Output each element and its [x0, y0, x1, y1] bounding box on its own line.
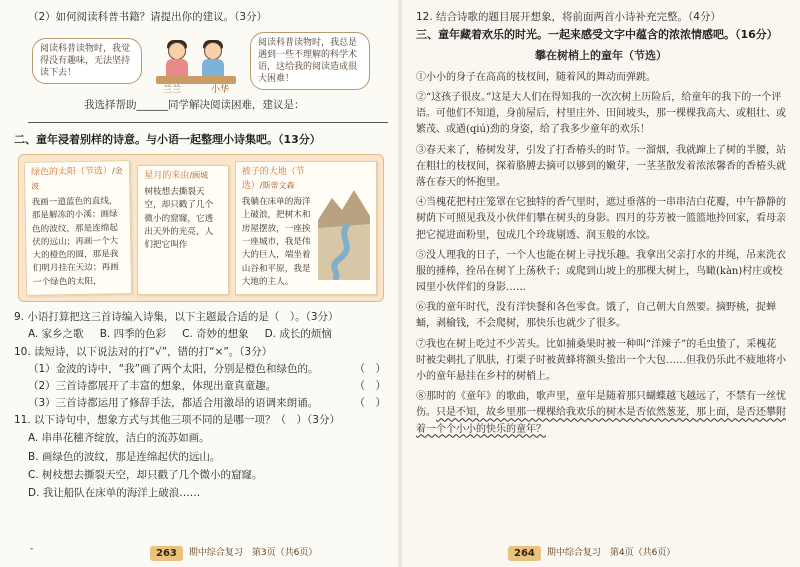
- paragraph-6: ⑥我的童年时代，没有洋快餐和各色零食。饿了，自己朝大自然要。摘野桃，捉蝉蛹，剥榆钱，不会爬树，那快乐也就少了很多。: [416, 302, 776, 330]
- poem-b-text: 树枝想去撕裂天空，却只戳了几个微小的窟窿，它透出天外的光亮，人们把它叫作: [144, 187, 214, 251]
- kid-names: [148, 84, 244, 96]
- q10-item-1-answer[interactable]: （ ）: [354, 362, 386, 375]
- poem-card-quilt-land: [235, 161, 377, 295]
- paragraph-8-underlined: 只是不知，故乡里那一棵棵给我欢乐的树木是否依然葱茏，那上面，是否还攀附着一个个小小的快乐的童年？: [416, 407, 786, 435]
- poem-b-title: 星月的来由: [144, 171, 190, 182]
- poem-c-author: /斯蒂文森: [259, 181, 295, 191]
- q10-item-2-text: （2）三首诗都展开了丰富的想象，体现出童真童趣。: [28, 379, 277, 392]
- poem-c-title: 被子的大地（节选）: [241, 167, 305, 192]
- footer-right: [508, 546, 675, 562]
- question-11: 11. 以下诗句中，想象方式与其他三项不同的是哪一项？（ ）（3分）: [14, 414, 340, 427]
- poem-a-author: /金波: [31, 166, 123, 191]
- q9-options: [14, 327, 386, 341]
- poem-a-title: 绿色的太阳（节选）: [30, 166, 113, 179]
- q9-option-c[interactable]: C. 奇妙的想象: [182, 328, 249, 341]
- q10-item-3: [14, 396, 386, 410]
- paragraph-4: ④当槐花把村庄笼罩在它独特的香气里时，遮过垂落的一串串洁白花瓣，中午静静的树荫下可照见我及小伙伴们攀在树头的身影。四月的芬芳被一篮篮地拎回家，看母亲把它搅进面粉里，包成几个玲珑剔透、润玉般的水饺。: [416, 197, 786, 241]
- page-number-right: 264: [508, 546, 541, 562]
- paragraph-5: ⑤没人理我的日子，一个人也能在树上寻找乐趣。我拿出父亲打水的井绳，吊来洗衣服的捶棒，拴吊在树丫上荡秋千；或爬到山坡上的那棵大树上，鸟瞰(kàn)村庄或校园里小伙伴们的身影……: [416, 249, 786, 294]
- poem-c-text: 我躺在床单的海洋上破浪，把树木和房屋摆放，一座挨一座城市，我是伟大的巨人，端坐着山谷和平原，我是大地的主人。: [241, 197, 311, 287]
- q10-item-3-answer[interactable]: （ ）: [354, 397, 386, 410]
- question-reading-advice: （2）如何阅读科普书籍？请提出你的建议。（3分）: [28, 11, 268, 23]
- footer-left-text: 期中综合复习 第3页（共6页）: [188, 548, 318, 559]
- poem-a-text: 我画一道蓝色的直线，那是解冻的小溪；画绿色的波纹，那是连绵起伏的远山；再画一个大大的橙色的圆，那是我们明月挂在天边；再画一个绿色的太阳，: [31, 196, 119, 288]
- page-number-left: 263: [150, 546, 183, 562]
- paragraph-2: ②“这孩子很皮。”这是大人们在得知我的一次次树上历险后，给童年的我下的一个评语。可他们不知道，身前屋后，村里庄外、田间坡头，那一棵棵我高大、或粗壮、或繁茂、或遒(qiú)劲的身姿，给了我多少童年的欢乐！: [416, 92, 786, 136]
- q10-item-3-text: （3）三首诗都运用了修辞手法，都适合用激昂的语调来朗诵。: [28, 397, 319, 410]
- answer-line[interactable]: [28, 122, 388, 123]
- name-boy: 小华: [210, 85, 229, 96]
- speech-bubble-left: 阅读科普读物时，我觉得没有趣味，无法坚持读下去！: [32, 38, 142, 84]
- kids-illustration: [148, 30, 244, 96]
- q11-option-a[interactable]: A. 串串花穗齐绽放，洁白的流苏如画。: [28, 432, 210, 445]
- q10-item-1: [14, 362, 386, 376]
- paragraph-8: [416, 389, 786, 438]
- essay-title: 攀在树梢上的童年（节选）: [535, 49, 667, 63]
- paragraph-3: ③春天来了，椿树发芽，引发了打香椿头的时节。一溜烟，我就蹿上了树的半腰，站在粗壮的枝杈间，探着胳膊去摘可以够到的嫩芽，一茎茎散发着浓浓馨香的香椿头就落在春天的怀抱里。: [416, 144, 786, 188]
- page-right: [400, 0, 800, 567]
- paragraph-1: ①小小的身子在高高的枝杈间，随着风的舞动而弹跳。: [416, 71, 656, 83]
- paragraph-8-start: ⑧那时的《童年》的歌曲，歌声里，童年是随着那只蝴蝶越飞越远了，不禁有一丝忧伤。: [416, 391, 786, 419]
- poem-b-author: /顾城: [189, 171, 209, 181]
- q9-option-a[interactable]: A. 家乡之歌: [28, 328, 84, 341]
- book-gutter: [398, 0, 402, 567]
- reading-comic: [32, 30, 386, 96]
- q10-item-2-answer[interactable]: （ ）: [354, 379, 386, 392]
- q11-option-c[interactable]: C. 树枝想去撕裂天空，却只戳了几个微小的窟窿。: [28, 468, 263, 481]
- question-12: 12. 结合诗歌的题目展开想象，将前面两首小诗补充完整。（4分）: [416, 11, 721, 23]
- question-9: 9. 小语打算把这三首诗编入诗集，以下主题最合适的是（ ）。（3分）: [14, 311, 339, 324]
- q10-item-2: [14, 379, 386, 393]
- desk-illustration: [156, 76, 236, 84]
- name-girl: 兰兰: [162, 85, 181, 96]
- section-2-title: 二、童年浸着别样的诗意。与小语一起整理小诗集吧。（13分）: [14, 133, 321, 147]
- section-3-title: 三、童年藏着欢乐的时光。一起来感受文字中蕴含的浓浓情感吧。（16分）: [416, 28, 778, 42]
- margin-dot: -: [30, 543, 34, 554]
- q11-option-d[interactable]: D. 我让船队在床单的海洋上破浪……: [28, 486, 201, 499]
- mountain-river-illustration: [318, 180, 370, 280]
- poem-card-stars-moon: [137, 165, 228, 295]
- footer-left: [150, 546, 317, 562]
- q9-option-d[interactable]: D. 成长的烦恼: [264, 328, 332, 341]
- q11-option-b[interactable]: B. 画绿色的波纹，那是连绵起伏的远山。: [28, 450, 221, 463]
- paragraph-7: ⑦我也在树上吃过不少苦头。比如捕桑果时被一种叫“洋辣子”的毛虫蛰了，采槐花时被尖刺扎了肌肤，打栗子时被黄蜂将额头蛰出一个大包……但我仍乐此不疲地将小小的童年悬挂在乡村的树梢上。: [416, 338, 786, 383]
- poem-collection-box: [18, 154, 384, 302]
- footer-right-text: 期中综合复习 第4页（共6页）: [546, 548, 676, 559]
- q10-item-1-text: （1）金波的诗中，“我”画了两个太阳，分别是橙色和绿色的。: [28, 362, 319, 375]
- q9-option-b[interactable]: B. 四季的色彩: [99, 328, 167, 341]
- question-10: 10. 读短诗，以下说法对的打“√”，错的打“×”。（3分）: [14, 345, 273, 358]
- poem-card-green-sun: [24, 160, 133, 296]
- advice-fill-line[interactable]: 我选择帮助______同学解决阅读困难，建议是：: [84, 99, 305, 112]
- speech-bubble-right: 阅读科普读物时，我总是遇到一些不理解的科学术语，这给我的阅读造成很大困难！: [250, 32, 370, 91]
